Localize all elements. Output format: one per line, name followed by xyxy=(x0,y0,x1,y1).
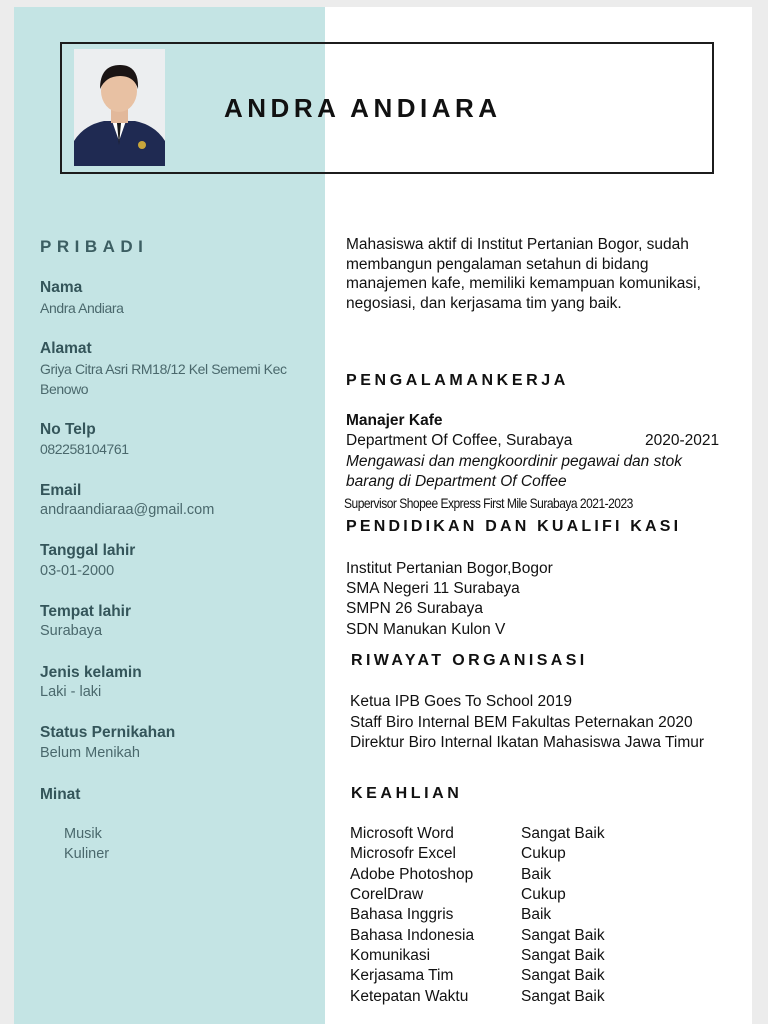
skill-name: Microsofr Excel xyxy=(350,845,456,862)
skill-level: Sangat Baik xyxy=(521,988,605,1005)
profile-photo xyxy=(74,49,165,166)
job-description: Mengawasi dan mengkoordinir pegawai dan stok xyxy=(346,453,683,470)
skill-level: Baik xyxy=(521,866,552,883)
education-item: SMPN 26 Surabaya xyxy=(346,600,483,617)
label-address: Alamat xyxy=(40,340,92,357)
value-email: andraandiaraa@gmail.com xyxy=(40,502,215,518)
section-title-education: PENDIDIKAN DAN KUALIFI KASI xyxy=(346,518,682,535)
skill-level: Baik xyxy=(521,906,552,923)
full-name: ANDRA ANDIARA xyxy=(224,93,502,123)
skill-name: Bahasa Indonesia xyxy=(350,927,475,944)
job-title: Manajer Kafe xyxy=(346,412,443,429)
value-phone: 082258104761 xyxy=(40,441,129,457)
skill-name: Bahasa Inggris xyxy=(350,906,454,923)
skill-level: Sangat Baik xyxy=(521,947,605,964)
organization-item: Staff Biro Internal BEM Fakultas Peternakan 2020 xyxy=(350,714,693,731)
job-extra: Supervisor Shopee Express First Mile Surabaya 2021-2023 xyxy=(344,495,633,511)
job-period: 2020-2021 xyxy=(645,432,720,449)
value-marital-status: Belum Menikah xyxy=(40,745,140,761)
skill-name: Adobe Photoshop xyxy=(350,866,474,883)
organization-item: Direktur Biro Internal Ikatan Mahasiswa Jawa Timur xyxy=(350,734,705,751)
label-name: Nama xyxy=(40,279,83,296)
skill-name: Ketepatan Waktu xyxy=(350,988,469,1005)
label-interests: Minat xyxy=(40,786,81,803)
job-description-line2: barang di Department Of Coffee xyxy=(346,473,567,490)
skill-level: Sangat Baik xyxy=(521,825,605,842)
section-title-organization: RIWAYAT ORGANISASI xyxy=(351,652,588,669)
skill-name: Microsoft Word xyxy=(350,825,454,842)
value-address-line2: Benowo xyxy=(40,381,89,397)
skill-level: Cukup xyxy=(521,886,566,903)
skill-name: CorelDraw xyxy=(350,886,424,903)
education-item: Institut Pertanian Bogor,Bogor xyxy=(346,560,553,577)
education-item: SMA Negeri 11 Surabaya xyxy=(346,580,520,597)
skill-name: Komunikasi xyxy=(350,947,431,964)
interest-item: Musik xyxy=(64,826,102,842)
value-gender: Laki - laki xyxy=(40,684,102,700)
section-title-skills: KEAHLIAN xyxy=(351,785,463,802)
label-gender: Jenis kelamin xyxy=(40,664,142,681)
skill-name: Kerjasama Tim xyxy=(350,967,454,984)
value-birthplace: Surabaya xyxy=(40,623,103,639)
value-name: Andra Andiara xyxy=(40,300,124,316)
job-company: Department Of Coffee, Surabaya xyxy=(346,432,573,449)
label-phone: No Telp xyxy=(40,421,96,438)
label-birthdate: Tanggal lahir xyxy=(40,542,136,559)
interest-item: Kuliner xyxy=(64,846,110,862)
label-birthplace: Tempat lahir xyxy=(40,603,132,620)
organization-item: Ketua IPB Goes To School 2019 xyxy=(350,693,573,710)
label-email: Email xyxy=(40,482,82,499)
section-title-experience: PENGALAMANKERJA xyxy=(346,372,569,389)
resume-page xyxy=(14,7,752,1024)
value-birthdate: 03-01-2000 xyxy=(40,563,115,579)
profile-summary: Mahasiswa aktif di Institut Pertanian Bogor, sudah membangun pengalaman setahun di bidang manajemen kafe, memiliki kemampuan komunikasi, negosiasi, dan kerjasama tim yang baik. xyxy=(346,236,701,312)
label-marital-status: Status Pernikahan xyxy=(40,724,176,741)
education-item: SDN Manukan Kulon V xyxy=(346,621,506,638)
skill-level: Sangat Baik xyxy=(521,967,605,984)
section-title-personal: PRIBADI xyxy=(40,237,149,256)
skill-level: Sangat Baik xyxy=(521,927,605,944)
value-address: Griya Citra Asri RM18/12 Kel Sememi Kec xyxy=(40,361,287,377)
skill-level: Cukup xyxy=(521,845,566,862)
